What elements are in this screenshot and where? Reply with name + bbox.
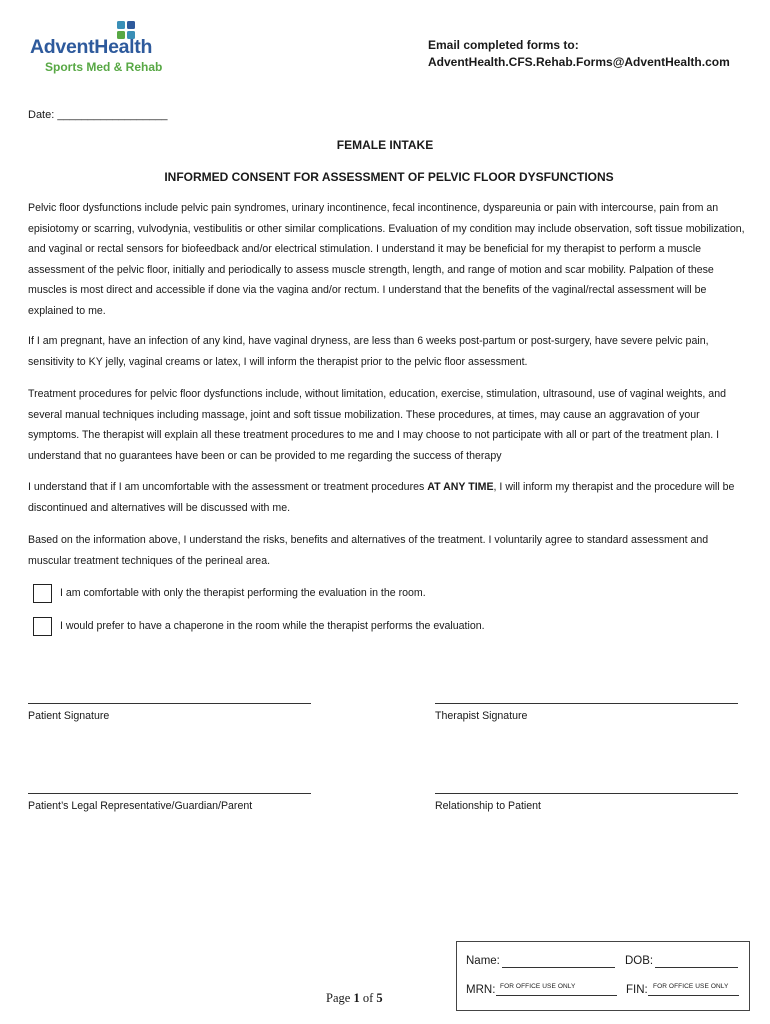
email-label: Email completed forms to: (428, 38, 579, 52)
email-instructions (428, 37, 730, 71)
logo-subtitle: Sports Med & Rehab (45, 60, 163, 74)
office-fin-label: FIN: (626, 984, 648, 996)
therapist-signature-label: Therapist Signature (435, 710, 528, 722)
representative-signature-line[interactable] (28, 793, 311, 794)
date-field[interactable]: Date: __________________ (28, 109, 168, 121)
page-number-separator: of (359, 991, 377, 1005)
logo-title: AdventHealth (30, 36, 153, 58)
paragraph-treatment-procedures: Treatment procedures for pelvic floor dysfunctions include, without limitation, education, exercise, stimulation, ultrasound, use of vaginal weights, and several manual techniques including massage, joint and soft tissue mobilization. These procedures, at times, may cause an aggravation of your symptoms. The therapist will explain all these treatment procedures to me and I may choose to not participate with all or part of the treatment plan. I understand that no guarantees have been or can be provided to me regarding the success of therapy (28, 388, 726, 462)
patient-signature-line[interactable] (28, 703, 311, 704)
paragraph-pregnancy-infection: If I am pregnant, have an infection of any kind, have vaginal dryness, are less than 6 weeks post-partum or post-surgery, have severe pelvic pain, sensitivity to KY jelly, vaginal creams or latex, I will inform the therapist prior to the pelvic floor assessment. (28, 335, 709, 368)
representative-signature-label: Patient’s Legal Representative/Guardian/Parent (28, 800, 253, 812)
relationship-label: Relationship to Patient (435, 800, 542, 812)
form-title: FEMALE INTAKE (336, 138, 434, 152)
checkbox-chaperone[interactable] (33, 617, 52, 636)
checkbox-therapist-only[interactable] (33, 584, 52, 603)
paragraph-pelvic-floor-dysfunctions: Pelvic floor dysfunctions include pelvic pain syndromes, urinary incontinence, fecal incontinence, dyspareunia or pain with intercourse, pain from an episiotomy or scarring, vulvodynia, vestibulitis or other similar complications. Evaluation of my condition may include observation, soft tissue mobilization, and vaginal or rectal sensors for biofeedback and/or electrical stimulation. I understand it may be beneficial for my therapist to perform a muscle assessment of the pelvic floor, initially and periodically to assess muscle strength, length, and range of motion and scar mobility. Palpation of these muscles is most direct and accessible if done via the vagina and/or rectum. I understand that the benefits of the vaginal/rectal assessment will be explained to me. (28, 202, 745, 317)
adventhealth-logo (30, 20, 180, 76)
office-dob-line[interactable] (655, 967, 738, 968)
page-current: 1 (353, 991, 360, 1005)
p4-text-start: I understand that if I am uncomfortable with the assessment or treatment procedures (28, 481, 428, 493)
email-address: AdventHealth.CFS.Rehab.Forms@AdventHealth.com (428, 55, 730, 69)
office-dob-label: DOB: (625, 955, 654, 967)
office-mrn-note: FOR OFFICE USE ONLY (500, 983, 576, 990)
p4-text-end: , I will inform my therapist and the procedure will be discontinued and alternatives will be discussed with me. (28, 481, 735, 514)
page-number-prefix: Page (326, 991, 354, 1005)
checkbox-chaperone-label: I would prefer to have a chaperone in the room while the therapist performs the evaluation. (60, 620, 485, 632)
therapist-signature-line[interactable] (435, 703, 738, 704)
paragraph-uncomfortable (28, 477, 752, 518)
page-number (326, 991, 383, 1006)
office-fin-note: FOR OFFICE USE ONLY (653, 983, 729, 990)
office-use-box (456, 941, 750, 1011)
page-total: 5 (376, 991, 383, 1005)
form-subtitle: INFORMED CONSENT FOR ASSESSMENT OF PELVIC FLOOR DYSFUNCTIONS (164, 170, 614, 184)
relationship-line[interactable] (435, 793, 738, 794)
office-name-line[interactable] (502, 967, 615, 968)
office-name-label: Name: (466, 955, 500, 967)
office-fin-line[interactable] (648, 995, 739, 996)
checkbox-therapist-only-label: I am comfortable with only the therapist performing the evaluation in the room. (60, 587, 426, 599)
patient-signature-label: Patient Signature (28, 710, 110, 722)
p4-emphasis: AT ANY TIME (427, 481, 494, 493)
paragraph-voluntary-agreement: Based on the information above, I understand the risks, benefits and alternatives of the treatment. I voluntarily agree to standard assessment and muscular treatment techniques of the perineal area. (28, 534, 709, 567)
office-mrn-label: MRN: (466, 984, 496, 996)
office-mrn-line[interactable] (496, 995, 617, 996)
